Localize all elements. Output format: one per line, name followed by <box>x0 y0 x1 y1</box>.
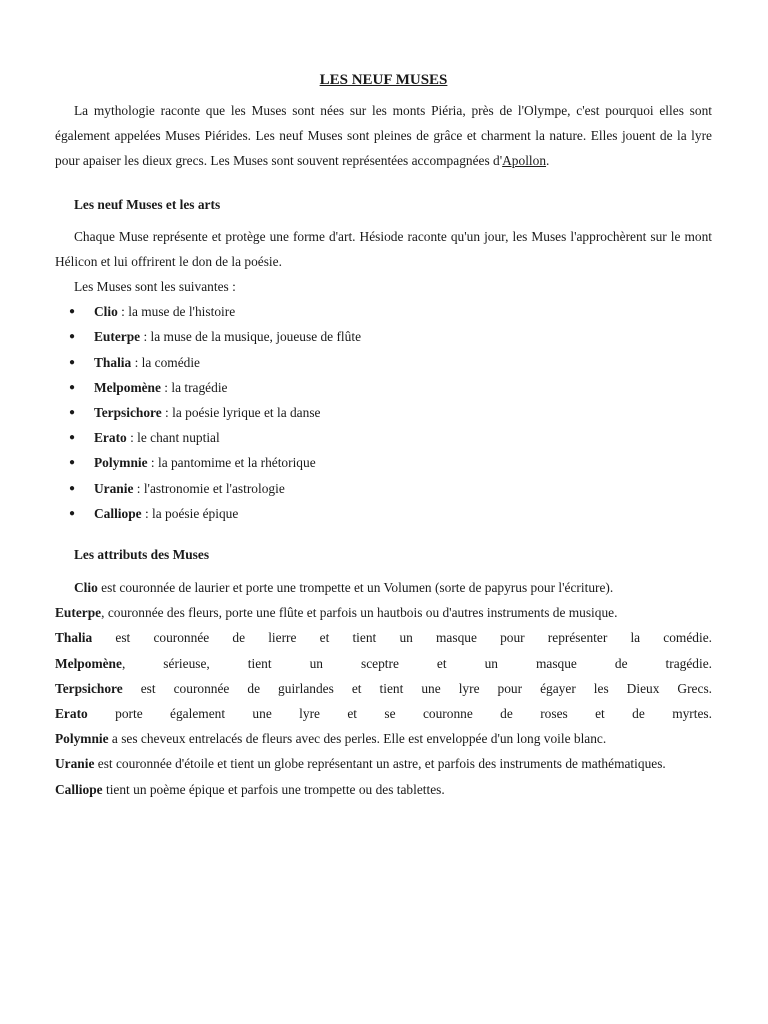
muse-name: Euterpe <box>94 329 141 345</box>
apollon-link[interactable]: Apollon <box>502 153 547 169</box>
attr-text: est couronnée de laurier et porte une trompette et un Volumen (sorte de papyrus pour l'écriture). <box>97 580 614 596</box>
attr-name: Thalia <box>55 630 93 646</box>
attr-name: Polymnie <box>55 731 109 747</box>
muse-name: Thalia <box>94 354 132 370</box>
muse-name: Calliope <box>94 505 142 521</box>
bullet-icon: ● <box>69 331 76 343</box>
attr-text: porte également une lyre et se couronne de roses et de myrtes. <box>87 706 712 722</box>
attr-name: Terpsichore <box>55 680 123 696</box>
attr-text: , sérieuse, tient un sceptre et un masque de tragédie. <box>121 655 712 671</box>
list-item <box>55 375 712 400</box>
muses-list <box>55 299 712 526</box>
bullet-icon: ● <box>69 407 76 419</box>
attr-text: est couronnée d'étoile et tient un globe représentant un astre, et parfois des instruments de mathématiques. <box>94 756 666 772</box>
intro-text: La mythologie raconte que les Muses sont nées sur les monts Piéria, près de l'Olympe, c'est pourquoi elles sont également appelées Muses Piérides. Les neuf Muses sont pleines de grâce et charment la nature. Elles jouent de la lyre pour apaiser les dieux grecs. Les Muses sont souvent représentées accompagnées d' <box>55 103 712 169</box>
attribute-thalia <box>55 625 712 650</box>
muse-name: Terpsichore <box>94 405 162 421</box>
bullet-icon: ● <box>69 482 76 494</box>
muse-name: Uranie <box>94 480 134 496</box>
muse-desc: : la poésie lyrique et la danse <box>161 405 321 421</box>
attribute-polymnie <box>55 726 712 751</box>
attr-text: a ses cheveux entrelacés de fleurs avec des perles. Elle est enveloppée d'un long voile blanc. <box>108 731 607 747</box>
muse-desc: : le chant nuptial <box>126 430 220 446</box>
bullet-icon: ● <box>69 381 76 393</box>
attribute-melpomene <box>55 651 712 676</box>
attr-name: Uranie <box>55 756 95 772</box>
intro-paragraph <box>55 98 712 174</box>
muse-name: Polymnie <box>94 455 148 471</box>
page-title: LES NEUF MUSES <box>319 72 448 88</box>
list-item <box>55 501 712 526</box>
attr-text: , couronnée des fleurs, porte une flûte et parfois un hautbois ou d'autres instruments de musique. <box>101 605 618 621</box>
bullet-icon: ● <box>69 432 76 444</box>
attr-name: Melpomène <box>55 655 122 671</box>
list-item <box>55 299 712 324</box>
attributes-block <box>55 575 712 802</box>
list-item <box>55 350 712 375</box>
muse-desc: : la pantomime et la rhétorique <box>147 455 316 471</box>
section-heading-attributes: Les attributs des Muses <box>74 547 210 563</box>
attribute-calliope <box>55 777 712 802</box>
bullet-icon: ● <box>69 507 76 519</box>
muse-desc: : la comédie <box>131 354 201 370</box>
bullet-icon: ● <box>69 457 76 469</box>
attribute-clio <box>55 575 712 600</box>
attr-name: Clio <box>74 580 98 596</box>
section-heading-arts: Les neuf Muses et les arts <box>74 196 221 212</box>
attribute-uranie <box>55 751 712 776</box>
list-intro: Les Muses sont les suivantes : <box>74 279 236 295</box>
muse-desc: : la muse de la musique, joueuse de flûte <box>140 329 362 345</box>
muse-name: Erato <box>94 430 127 446</box>
attr-text: tient un poème épique et parfois une trompette ou des tablettes. <box>102 781 445 797</box>
muse-name: Clio <box>94 304 118 320</box>
list-item <box>55 425 712 450</box>
attr-text: est couronnée de lierre et tient un masque pour représenter la comédie. <box>92 630 712 646</box>
attr-text: est couronnée de guirlandes et tient une lyre pour égayer les Dieux Grecs. <box>122 680 712 696</box>
list-item <box>55 476 712 501</box>
list-item <box>55 324 712 349</box>
attr-name: Erato <box>55 706 88 722</box>
bullet-icon: ● <box>69 306 76 318</box>
list-item <box>55 450 712 475</box>
muse-desc: : la tragédie <box>160 379 228 395</box>
attribute-terpsichore <box>55 676 712 701</box>
muse-name: Melpomène <box>94 379 161 395</box>
intro-end: . <box>546 153 550 169</box>
muse-desc: : la poésie épique <box>141 505 239 521</box>
attr-name: Calliope <box>55 781 103 797</box>
bullet-icon: ● <box>69 356 76 368</box>
list-item <box>55 400 712 425</box>
attribute-erato <box>55 701 712 726</box>
arts-paragraph: Chaque Muse représente et protège une forme d'art. Hésiode raconte qu'un jour, les Muses l'approchèrent sur le mont Hélicon et lui offrirent le don de la poésie. <box>55 228 712 269</box>
attr-name: Euterpe <box>55 605 102 621</box>
muse-desc: : l'astronomie et l'astrologie <box>133 480 285 496</box>
attribute-euterpe <box>55 600 712 625</box>
muse-desc: : la muse de l'histoire <box>117 304 236 320</box>
